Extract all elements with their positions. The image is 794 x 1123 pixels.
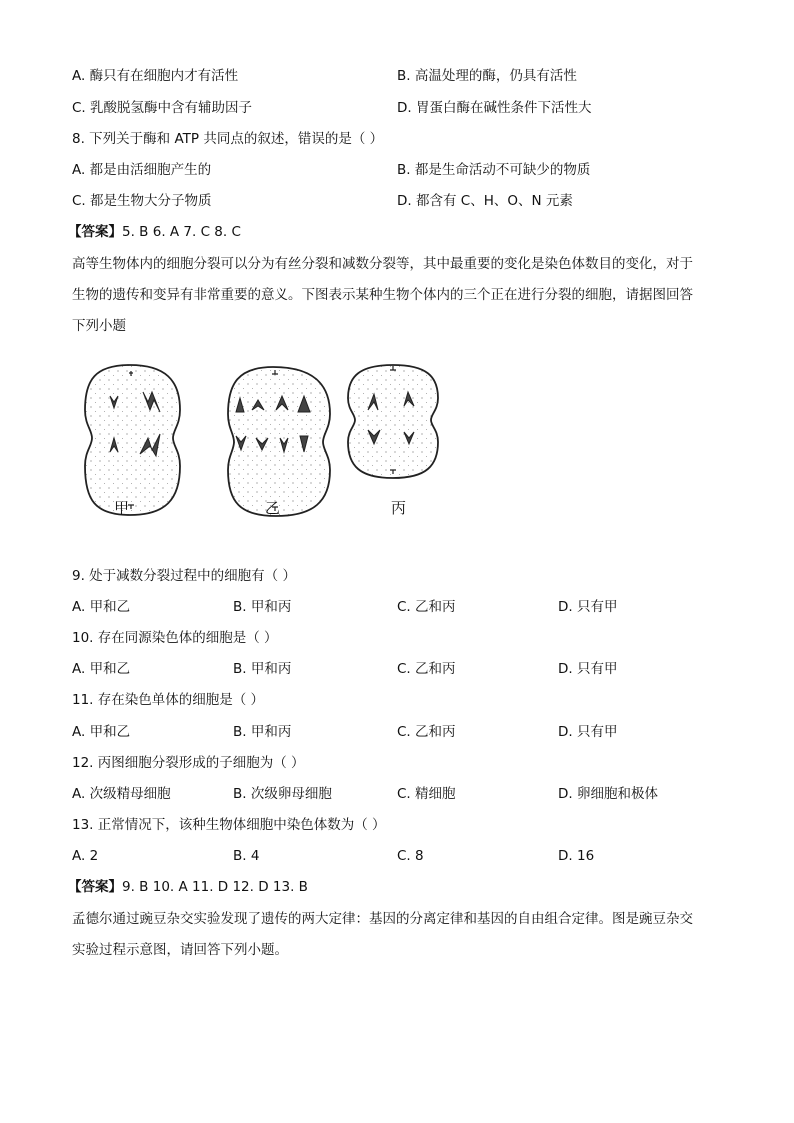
answer-block-2 xyxy=(68,877,308,897)
q7-option-a: A. 酶只有在细胞内才有活性 xyxy=(72,68,239,84)
figure-label-bing: 丙 xyxy=(391,499,407,517)
q13-option-c: C. 8 xyxy=(397,848,424,864)
q9-option-c: C. 乙和丙 xyxy=(397,599,456,615)
q12-option-a: A. 次级精母细胞 xyxy=(72,786,171,802)
answer-tag: 【答案】 xyxy=(68,224,122,240)
q10-option-a: A. 甲和乙 xyxy=(72,661,131,677)
q10-stem: 10. 存在同源染色体的细胞是（ ） xyxy=(72,630,278,646)
q10-option-c: C. 乙和丙 xyxy=(397,661,456,677)
q11-option-a: A. 甲和乙 xyxy=(72,724,131,740)
q11-option-b: B. 甲和丙 xyxy=(233,724,292,740)
cell-bing xyxy=(348,365,438,478)
q12-option-b: B. 次级卵母细胞 xyxy=(233,786,332,802)
q9-option-d: D. 只有甲 xyxy=(558,599,618,615)
cell-yi xyxy=(228,367,330,516)
q10-option-b: B. 甲和丙 xyxy=(233,661,292,677)
intro-line: 下列小题 xyxy=(72,318,126,334)
q8-option-b: B. 都是生命活动不可缺少的物质 xyxy=(397,162,591,178)
q13-stem: 13. 正常情况下，该种生物体细胞中染色体数为（ ） xyxy=(72,817,386,833)
q10-option-d: D. 只有甲 xyxy=(558,661,618,677)
q8-option-c: C. 都是生物大分子物质 xyxy=(72,193,212,209)
q9-option-b: B. 甲和丙 xyxy=(233,599,292,615)
intro-line: 孟德尔通过豌豆杂交实验发现了遗传的两大定律：基因的分离定律和基因的自由组合定律。图是豌豆杂交 xyxy=(72,911,693,927)
intro-line: 实验过程示意图，请回答下列小题。 xyxy=(72,942,288,958)
q13-option-d: D. 16 xyxy=(558,848,595,864)
q11-stem: 11. 存在染色单体的细胞是（ ） xyxy=(72,692,265,708)
figure-label-yi: 乙 xyxy=(265,499,281,517)
answer-text: 9. B 10. A 11. D 12. D 13. B xyxy=(122,879,308,895)
q8-option-d: D. 都含有 C、H、O、N 元素 xyxy=(397,193,573,209)
q13-option-b: B. 4 xyxy=(233,848,260,864)
q7-option-c: C. 乳酸脱氢酶中含有辅助因子 xyxy=(72,100,253,116)
q11-option-d: D. 只有甲 xyxy=(558,724,618,740)
intro-line: 高等生物体内的细胞分裂可以分为有丝分裂和减数分裂等，其中最重要的变化是染色体数目的变化，对于 xyxy=(72,256,693,272)
answer-block-1 xyxy=(68,222,241,242)
answer-text: 5. B 6. A 7. C 8. C xyxy=(122,224,241,240)
q8-option-a: A. 都是由活细胞产生的 xyxy=(72,162,212,178)
q12-option-d: D. 卵细胞和极体 xyxy=(558,786,658,802)
q13-option-a: A. 2 xyxy=(72,848,99,864)
intro-paragraph-1 xyxy=(72,249,724,342)
q7-option-b: B. 高温处理的酶，仍具有活性 xyxy=(397,68,577,84)
q7-option-d: D. 胃蛋白酶在碱性条件下活性大 xyxy=(397,100,592,116)
q8-stem: 8. 下列关于酶和 ATP 共同点的叙述，错误的是（ ） xyxy=(72,131,384,147)
q12-option-c: C. 精细胞 xyxy=(397,786,456,802)
intro-paragraph-2 xyxy=(72,904,724,966)
q9-option-a: A. 甲和乙 xyxy=(72,599,131,615)
answer-tag: 【答案】 xyxy=(68,879,122,895)
cell-jia xyxy=(85,365,180,515)
q11-option-c: C. 乙和丙 xyxy=(397,724,456,740)
figure-label-jia: 甲 xyxy=(114,499,130,517)
q12-stem: 12. 丙图细胞分裂形成的子细胞为（ ） xyxy=(72,755,305,771)
q9-stem: 9. 处于减数分裂过程中的细胞有（ ） xyxy=(72,568,296,584)
intro-line: 生物的遗传和变异有非常重要的意义。下图表示某种生物个体内的三个正在进行分裂的细胞，请据图回答 xyxy=(72,287,693,303)
